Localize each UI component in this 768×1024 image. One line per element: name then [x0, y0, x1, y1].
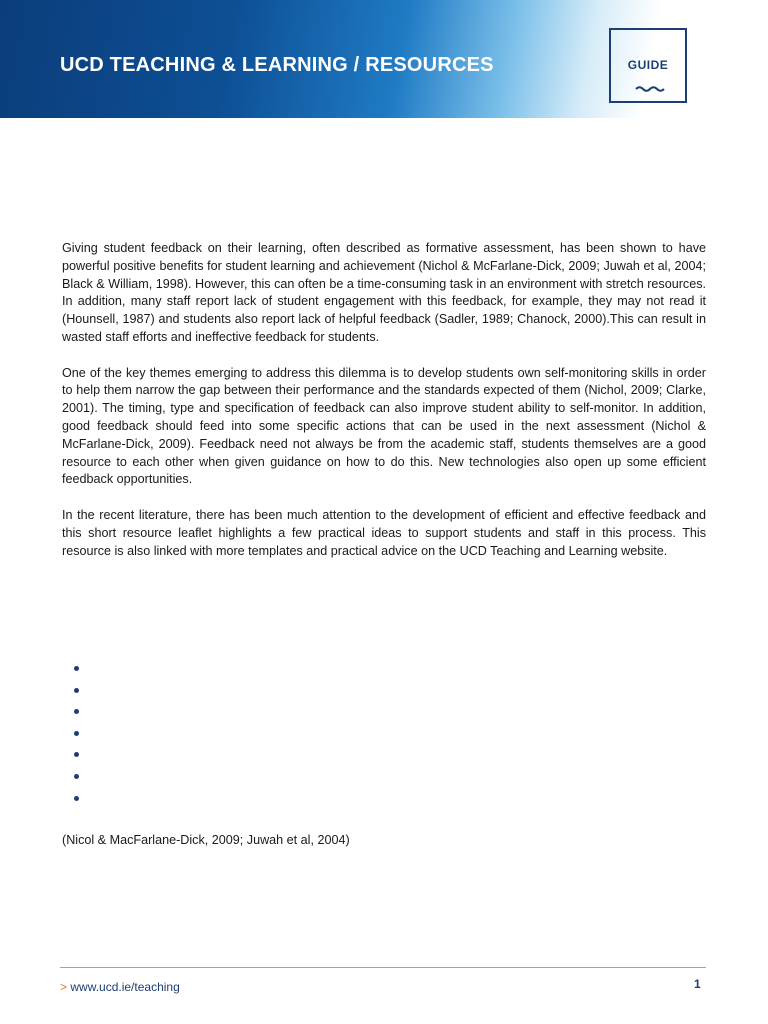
bullet-icon [74, 774, 79, 779]
bullet-icon [74, 688, 79, 693]
arrow-icon: > [60, 980, 68, 994]
bullet-icon [74, 709, 79, 714]
body-text [62, 240, 706, 578]
paragraph-1: Giving student feedback on their learning, often described as formative assessment, has been shown to have powerful positive benefits for student learning and achievement (Nichol & McFarlane-Dick, 2009; Juwah et al, 2004; Black & William, 1998). However, this can often be a time-consuming task in an environment with stretch resources. In addition, many staff report lack of student engagement with this feedback, for example, they may not read it (Hounsell, 1987) and students also report lack of helpful feedback (Sadler, 1989; Chanock, 2000).This can result in wasted staff efforts and ineffective feedback for students. [62, 241, 706, 344]
page-title: UCD TEACHING & LEARNING / RESOURCES [60, 54, 494, 76]
citation: (Nicol & MacFarlane-Dick, 2009; Juwah et al, 2004) [62, 833, 350, 847]
footer-divider [60, 967, 706, 968]
page-number: 1 [694, 977, 701, 991]
paragraph-2: One of the key themes emerging to address this dilemma is to develop students own self-monitoring skills in order to help them narrow the gap between their performance and the standards expected of them (Nichol, 2009; Clarke, 2001). The timing, type and specification of feedback can also improve student ability to self-monitor. In addition, good feedback should feed into some specific actions that can be used in the next assessment (Nichol & McFarlane-Dick, 2009). Feedback need not always be from the academic staff, students themselves are a good resource to each other when given guidance on how to do this. New technologies also open up some efficient feedback opportunities. [62, 365, 706, 487]
bullet-icon [74, 731, 79, 736]
bullet-icon [74, 796, 79, 801]
bullet-icon [74, 666, 79, 671]
bullet-icon [74, 752, 79, 757]
footer-link-text[interactable]: www.ucd.ie/teaching [70, 980, 180, 994]
guide-label: GUIDE [627, 58, 669, 72]
paragraph-3: In the recent literature, there has been much attention to the development of efficient and effective feedback and this short resource leaflet highlights a few practical ideas to support students and staff in this process. This resource is also linked with more templates and practical advice on the UCD Teaching and Learning website. [62, 507, 706, 558]
wave-icon [635, 85, 665, 93]
guide-badge [609, 28, 687, 103]
footer-link[interactable] [60, 980, 180, 994]
